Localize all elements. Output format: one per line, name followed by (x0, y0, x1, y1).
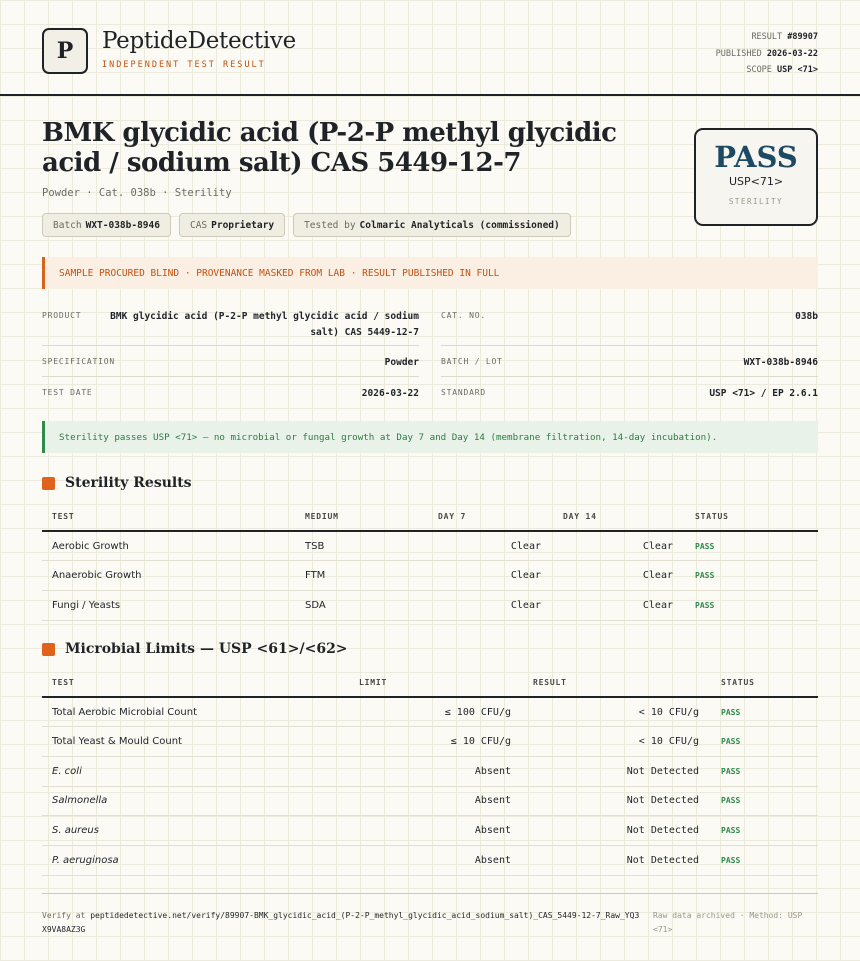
microbial-table (42, 668, 818, 876)
brand-name[interactable]: PeptideDetective (102, 28, 296, 54)
table-row: Aerobic Growth TSB Clear Clear PASS (42, 531, 818, 561)
table-row: Total Yeast & Mould Count ≤ 10 CFU/g < 10 CFU/g PASS (42, 727, 818, 757)
brand-tagline: INDEPENDENT TEST RESULT (102, 60, 266, 70)
verdict-badge (694, 128, 818, 226)
procurement-notice: SAMPLE PROCURED BLIND · PROVENANCE MASKED FROM LAB · RESULT PUBLISHED IN FULL (42, 257, 818, 289)
col-result: RESULT (523, 668, 711, 697)
col-status: STATUS (711, 668, 818, 697)
col-status: STATUS (685, 502, 818, 531)
status-badge: PASS (711, 816, 818, 846)
status-badge: PASS (711, 697, 818, 727)
report-header (0, 0, 860, 96)
info-standard: STANDARD USP <71> / EP 2.6.1 (441, 388, 818, 399)
info-test-date: TEST DATE 2026-03-22 (42, 388, 419, 399)
status-badge: PASS (711, 786, 818, 816)
table-row: Total Aerobic Microbial Count ≤ 100 CFU/g < 10 CFU/g PASS (42, 697, 818, 727)
meta-published: PUBLISHED 2026-03-22 (715, 48, 818, 59)
sterility-section-title: Sterility Results (65, 475, 192, 491)
status-badge: PASS (685, 590, 818, 620)
cas-chip: CAS Proprietary (179, 213, 285, 237)
status-badge: PASS (685, 561, 818, 591)
col-medium: MEDIUM (295, 502, 428, 531)
sterility-table (42, 502, 818, 621)
page-title: BMK glycidic acid (P-2-P methyl glycidic acid / sodium salt) CAS 5449-12-7 (42, 118, 617, 178)
col-test: TEST (42, 668, 349, 697)
info-specification: SPECIFICATION Powder (42, 346, 419, 377)
footer-divider (42, 893, 818, 894)
col-day7: DAY 7 (428, 502, 553, 531)
brand-logo[interactable]: P (42, 28, 88, 74)
result-summary: Sterility passes USP <71> — no microbial or fungal growth at Day 7 and Day 14 (membrane filtration, 14-day incubation). (42, 421, 818, 453)
archive-note: Raw data archived · Method: USP <71> (653, 911, 803, 934)
info-batch: BATCH / LOT WXT-038b-8946 (441, 346, 818, 377)
report-meta (716, 29, 818, 79)
verdict-word: PASS (714, 140, 798, 174)
verify-link[interactable]: peptidedetective.net/verify/89907-BMK_glycidic_acid_(P-2-P_methyl_glycidic_acid_sodium_salt)_CAS_5449-12-7_Raw_YQ3X9VA8AZ3G (42, 911, 640, 934)
chip-row (42, 213, 571, 237)
col-day14: DAY 14 (553, 502, 685, 531)
sterility-section-head (42, 475, 192, 491)
meta-scope: SCOPE USP <71> (746, 65, 818, 75)
table-header-row (42, 668, 818, 697)
info-product: PRODUCT BMK glycidic acid (P-2-P methyl glycidic acid / sodium salt) CAS 5449-12-7 (42, 301, 419, 346)
verify-line: Verify at peptidedetective.net/verify/89907-BMK_glycidic_acid_(P-2-P_methyl_glycidic_acid_sodium_salt)_CAS_5449-12-7_Raw_YQ3X9VA8AZ3G (42, 911, 640, 934)
microbial-section-head (42, 641, 348, 657)
section-marker-icon (42, 477, 55, 490)
status-badge: PASS (685, 531, 818, 561)
microbial-section-title: Microbial Limits — USP <61>/<62> (65, 641, 348, 657)
table-header-row (42, 502, 818, 531)
section-marker-icon (42, 643, 55, 656)
table-row: Anaerobic Growth FTM Clear Clear PASS (42, 561, 818, 591)
col-limit: LIMIT (349, 668, 523, 697)
table-row: S. aureus Absent Not Detected PASS (42, 816, 818, 846)
status-badge: PASS (711, 845, 818, 875)
table-row: Fungi / Yeasts SDA Clear Clear PASS (42, 590, 818, 620)
table-row: Salmonella Absent Not Detected PASS (42, 786, 818, 816)
tested-by-chip: Tested by Colmaric Analyticals (commissioned) (293, 213, 571, 237)
table-row: E. coli Absent Not Detected PASS (42, 756, 818, 786)
page-subtitle: Powder · Cat. 038b · Sterility (42, 187, 232, 199)
status-badge: PASS (711, 727, 818, 757)
status-badge: PASS (711, 756, 818, 786)
col-test: TEST (42, 502, 295, 531)
info-catno: CAT. NO. 038b (441, 301, 818, 346)
meta-result: RESULT #89907 (751, 32, 818, 42)
verdict-category: STERILITY (728, 197, 784, 206)
verdict-standard: USP<71> (728, 175, 784, 188)
batch-chip: Batch WXT-038b-8946 (42, 213, 171, 237)
table-row: P. aeruginosa Absent Not Detected PASS (42, 845, 818, 875)
